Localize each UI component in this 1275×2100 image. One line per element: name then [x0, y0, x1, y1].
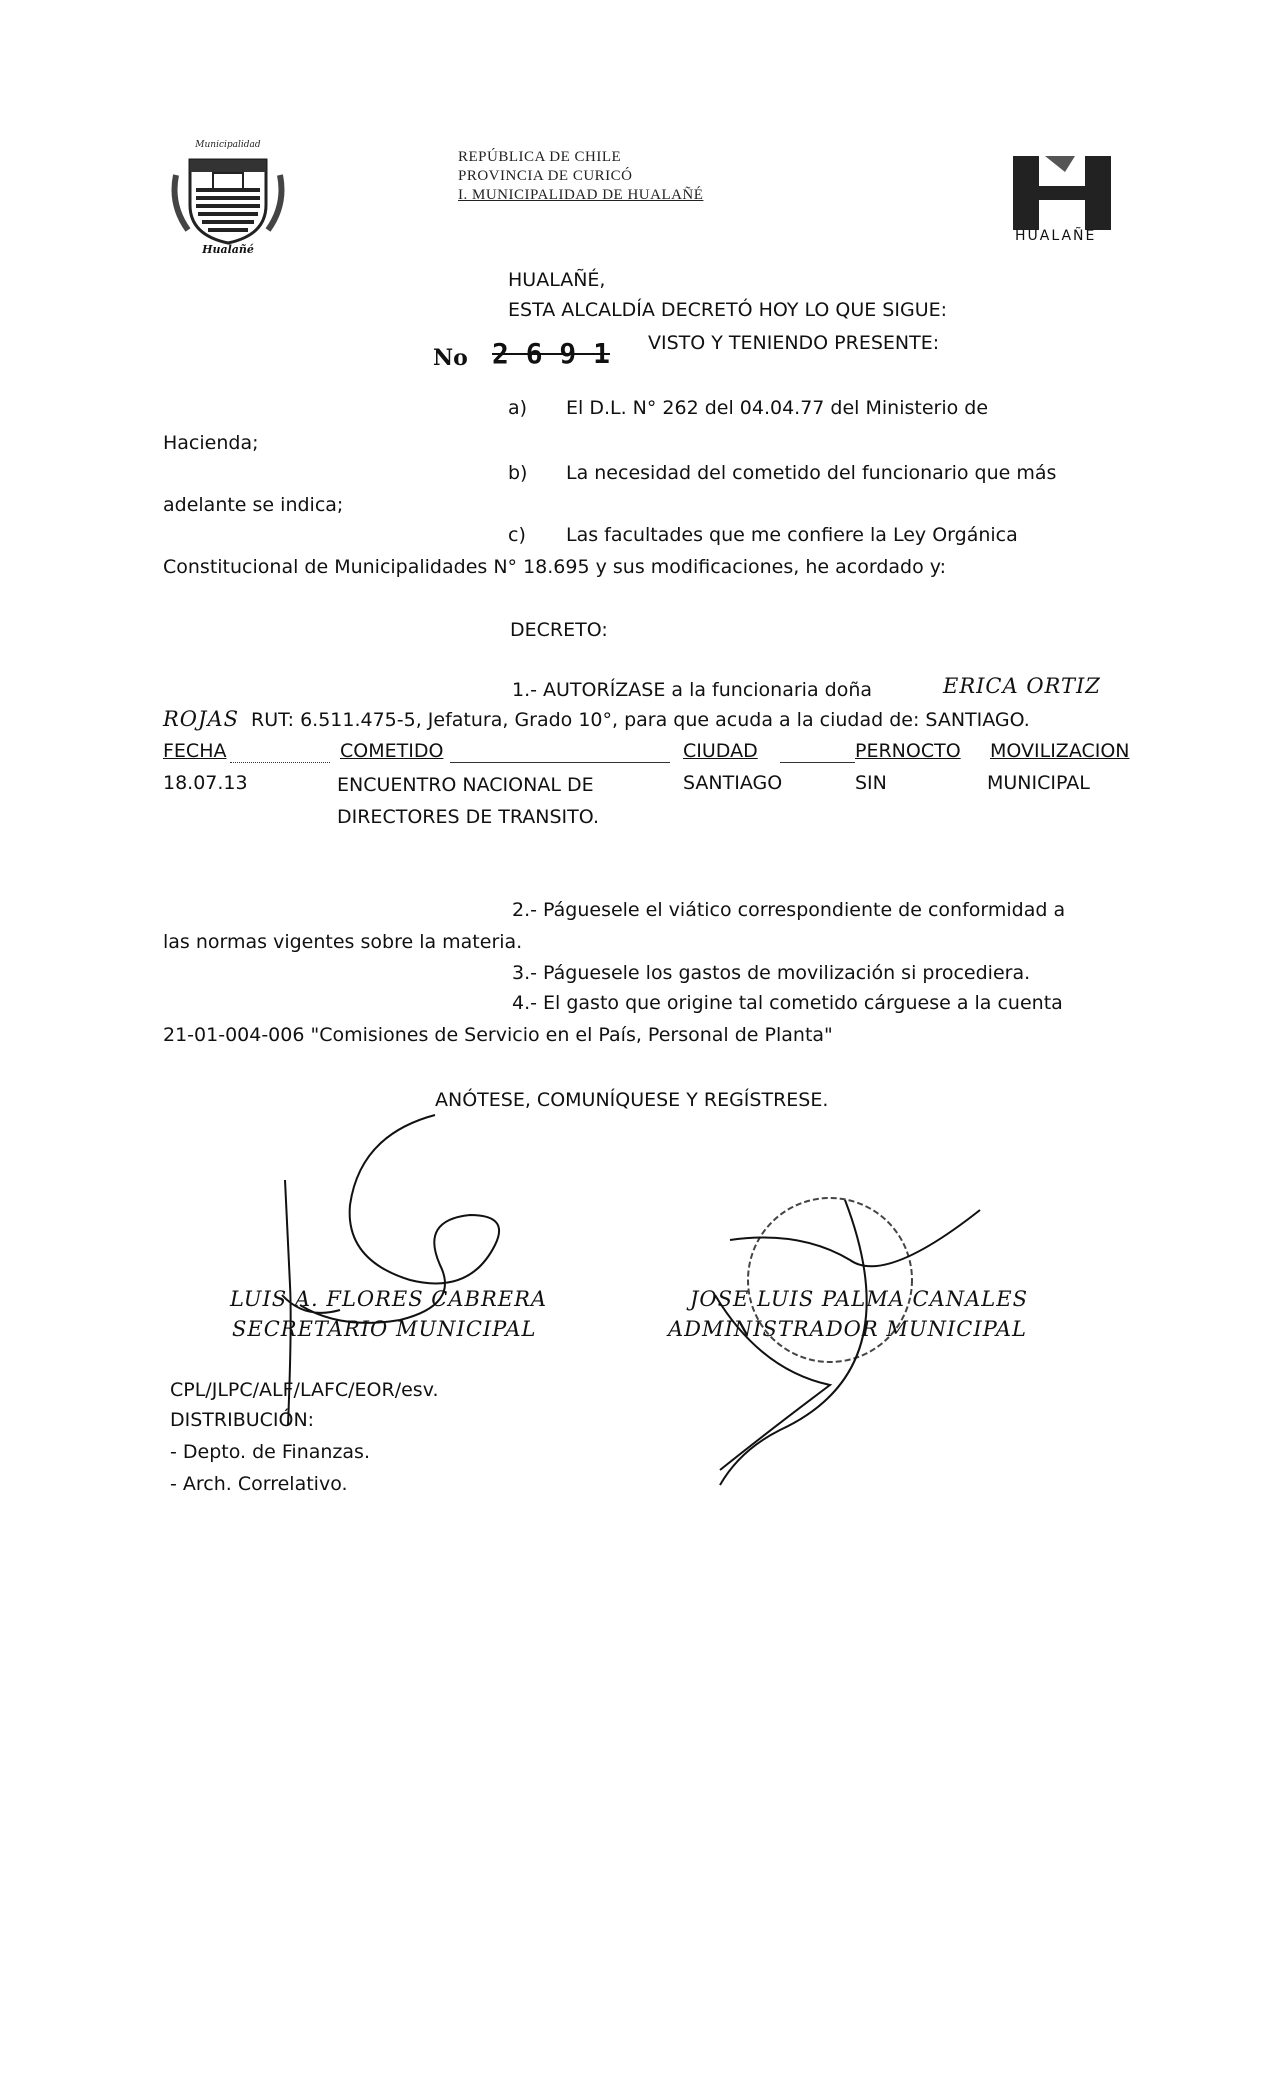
- col-fecha: FECHA: [163, 740, 227, 762]
- col-movilizacion: MOVILIZACION: [990, 740, 1130, 762]
- row-movilizacion: MUNICIPAL: [987, 772, 1090, 794]
- seal-caption: Hualañé: [202, 243, 254, 256]
- letterhead: [458, 148, 703, 205]
- right-signer-title: ADMINISTRADOR MUNICIPAL: [668, 1317, 1027, 1341]
- logo-caption: HUALAÑE: [1015, 228, 1097, 244]
- row-cometido-2: DIRECTORES DE TRANSITO.: [337, 806, 599, 828]
- consideration-c-text: Las facultades que me confiere la Ley Orgánica: [566, 524, 1018, 546]
- place-line: HUALAÑÉ,: [508, 269, 606, 291]
- visto-line: VISTO Y TENIENDO PRESENTE:: [648, 332, 940, 354]
- item3: 3.- Páguesele los gastos de movilización si procediera.: [512, 962, 1031, 984]
- decree-number-prefix: No: [433, 345, 468, 371]
- consideration-b-cont: adelante se indica;: [163, 494, 344, 516]
- item1-prefix: 1.- AUTORÍZASE a la funcionaria doña: [512, 679, 873, 701]
- left-signer-title: SECRETARIO MUNICIPAL: [232, 1317, 537, 1341]
- item2-line2: las normas vigentes sobre la materia.: [163, 931, 523, 953]
- item4-line2: 21-01-004-006 "Comisiones de Servicio en el País, Personal de Planta": [163, 1024, 833, 1046]
- right-signer-name: JOSE LUIS PALMA CANALES: [690, 1287, 1028, 1311]
- consideration-a-text: El D.L. N° 262 del 04.04.77 del Ministerio de: [566, 397, 989, 419]
- header-country: REPÚBLICA DE CHILE: [458, 149, 622, 165]
- svg-text:Municipalidad: Municipalidad: [195, 140, 261, 150]
- decree-number: 2 6 9 1: [492, 337, 611, 370]
- intro-line: ESTA ALCALDÍA DECRETÓ HOY LO QUE SIGUE:: [508, 299, 948, 321]
- consideration-c-cont: Constitucional de Municipalidades N° 18.695 y sus modificaciones, he acordado y:: [163, 556, 947, 578]
- consideration-a-cont: Hacienda;: [163, 432, 259, 454]
- decreto-heading: DECRETO:: [510, 619, 608, 641]
- coat-of-arms-icon: [168, 135, 288, 260]
- employee-name-first: ERICA ORTIZ: [943, 674, 1101, 698]
- left-signer-name: LUIS A. FLORES CABRERA: [230, 1287, 548, 1311]
- item4-line1: 4.- El gasto que origine tal cometido cárguese a la cuenta: [512, 992, 1063, 1014]
- item1-rest: RUT: 6.511.475-5, Jefatura, Grado 10°, para que acuda a la ciudad de: SANTIAGO.: [251, 709, 1030, 731]
- municipal-seal-logo: [168, 135, 288, 260]
- row-fecha: 18.07.13: [163, 772, 248, 794]
- distribution-item: - Arch. Correlativo.: [170, 1473, 348, 1495]
- col-ciudad: CIUDAD: [683, 740, 758, 762]
- distribution-heading: DISTRIBUCIÓN:: [170, 1409, 315, 1431]
- col-fecha-rule: [230, 762, 330, 763]
- header-province: PROVINCIA DE CURICÓ: [458, 168, 633, 184]
- col-cometido: COMETIDO: [340, 740, 444, 762]
- row-cometido-1: ENCUENTRO NACIONAL DE: [337, 774, 594, 796]
- consideration-a-letter: a): [508, 397, 528, 419]
- distribution-item: - Depto. de Finanzas.: [170, 1441, 370, 1463]
- employee-name-last: ROJAS: [163, 707, 239, 731]
- row-ciudad: SANTIAGO: [683, 772, 783, 794]
- hualane-logo: [1005, 150, 1125, 270]
- h-letter-logo-icon: [1005, 150, 1125, 232]
- col-cometido-rule: [450, 762, 670, 763]
- header-municipality: I. MUNICIPALIDAD DE HUALAÑÉ: [458, 187, 704, 203]
- closing-line: ANÓTESE, COMUNÍQUESE Y REGÍSTRESE.: [435, 1089, 829, 1111]
- row-pernocto: SIN: [855, 772, 887, 794]
- col-pernocto: PERNOCTO: [855, 740, 961, 762]
- consideration-b-text: La necesidad del cometido del funcionario que más: [566, 462, 1057, 484]
- consideration-b-letter: b): [508, 462, 528, 484]
- col-ciudad-rule: [780, 762, 855, 763]
- initials-line: CPL/JLPC/ALF/LAFC/EOR/esv.: [170, 1379, 439, 1401]
- consideration-c-letter: c): [508, 524, 526, 546]
- item2-line1: 2.- Páguesele el viático correspondiente de conformidad a: [512, 899, 1066, 921]
